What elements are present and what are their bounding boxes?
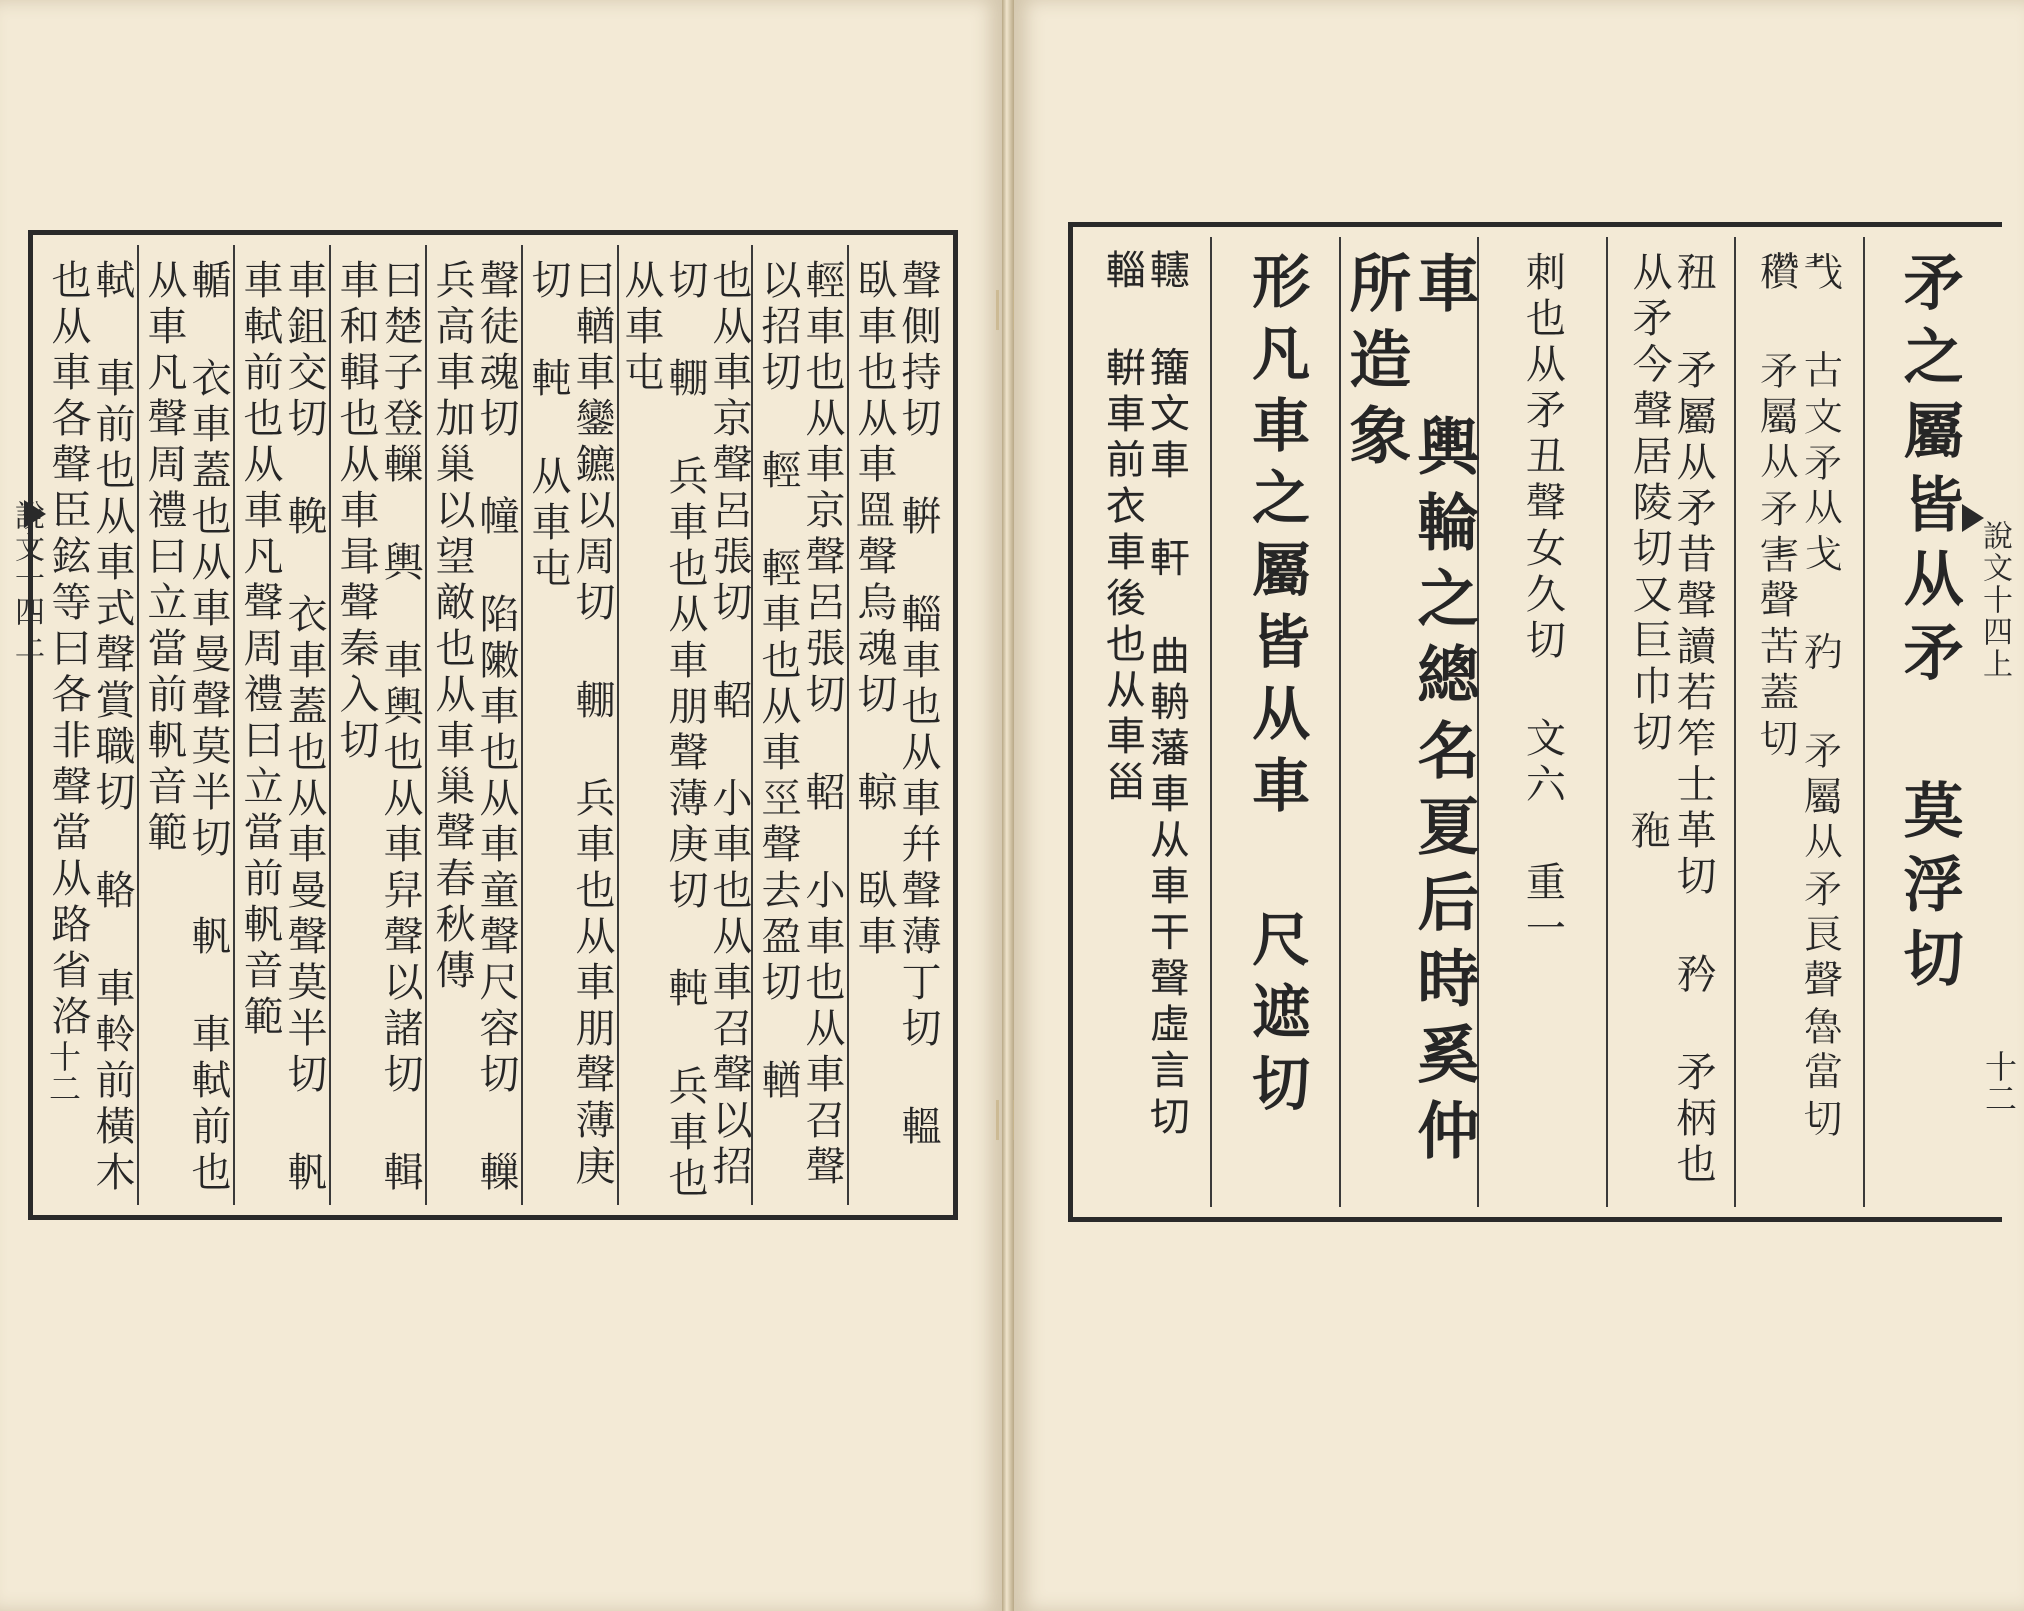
left-text-frame [28,230,958,1220]
left-column-4-text: 曰輶車鑾鑣以周切 輣 兵車也从車朋聲薄庚切 軘 从車屯 [525,259,615,1191]
right-leaf-number: 十二 [1980,1050,2018,1114]
right-column-2 [1734,237,1863,1207]
left-column-3 [617,245,751,1205]
right-page [1014,0,2024,1611]
right-columns [1083,237,1992,1207]
left-margin-title: 說文十四上 [9,500,44,660]
right-column-1 [1863,237,1992,1207]
left-column-6-text: 曰楚子登轈 輿 車輿也从車舁聲以諸切 輯 車和輯也从車咠聲秦入切 [333,259,423,1197]
left-column-7 [233,245,329,1205]
left-column-5-text: 聲徒魂切 幢 陷敶車也从車童聲尺容切 轈 兵高車加巢以望敵也从車巢聲春秋傳 [429,259,519,1197]
right-column-3-text: 䂇 矛屬从矛昔聲讀若笮士革切 矜 矛柄也从矛今聲居陵切又巨巾切 𥍢 [1626,251,1717,1189]
left-column-2 [751,245,847,1205]
right-column-4-text: 刺也从矛丑聲女久切 文六 重一 [1519,251,1566,953]
right-column-7-text: 𨏥 籒文車 軒 曲輈藩車从車干聲虛言切 輜 輧車前衣車後也从車甾 [1101,251,1192,1143]
binding-stitch [996,1100,1016,1140]
left-columns [43,245,943,1205]
left-column-6 [329,245,425,1205]
left-leaf-number: 十二 [44,1040,82,1104]
right-column-2-text: 𢦒 古文矛从戈 䂆 矛屬从矛良聲魯當切 穳 矛屬从矛害聲苦蓋切 [1754,251,1845,1143]
left-column-8 [137,245,233,1205]
left-column-4 [521,245,617,1205]
left-column-2-text: 輕車也从車京聲呂張切 軺 小車也从車召聲以招切 輕 輕車也从車巠聲去盈切 輶 [755,259,845,1191]
right-text-frame [1068,222,2002,1222]
left-column-1 [847,245,943,1205]
left-column-3-text: 也从車京聲呂張切 軺 小車也从車召聲以招切 輣 兵車也从車朋聲薄庚切 軘 兵車也从車屯 [618,259,752,1203]
left-page [0,0,1002,1611]
left-column-9-text: 軾 車前也从車式聲賞職切 輅 車軨前橫木也从車各聲臣鉉等曰各非聲當从路省洛 [45,259,135,1197]
right-column-1-text: 矛之屬皆从矛 莫浮切 [1893,251,1964,1001]
left-column-7-text: 車鉏交切 輓 衣車蓋也从車曼聲莫半切 軓 車軾前也从車凡聲周禮曰立當前軓音範 [237,259,327,1197]
right-column-6 [1210,237,1339,1207]
left-column-1-text: 聲側持切 輧 輜車也从車幷聲薄丁切 轀 臥車也从車𥁰聲烏魂切 輬 臥車 [851,259,941,1151]
book-gutter [1002,0,1014,1611]
left-column-8-text: 輴 衣車蓋也从車曼聲莫半切 軓 車軾前也从車凡聲周禮曰立當前軓音範 [141,259,231,1197]
right-column-3 [1606,237,1735,1207]
right-margin-title: 說文十四上 [1977,520,2012,680]
right-column-4 [1477,237,1606,1207]
right-column-5-text: 車 輿輪之總名夏后時奚仲所造象 [1338,251,1480,1174]
right-column-7 [1083,237,1210,1207]
left-column-5 [425,245,521,1205]
right-column-5 [1338,237,1480,1207]
right-column-6-text: 形凡車之屬皆从車 尺遮切 [1242,251,1311,1125]
binding-stitch [996,290,1016,330]
left-column-9 [43,245,137,1205]
